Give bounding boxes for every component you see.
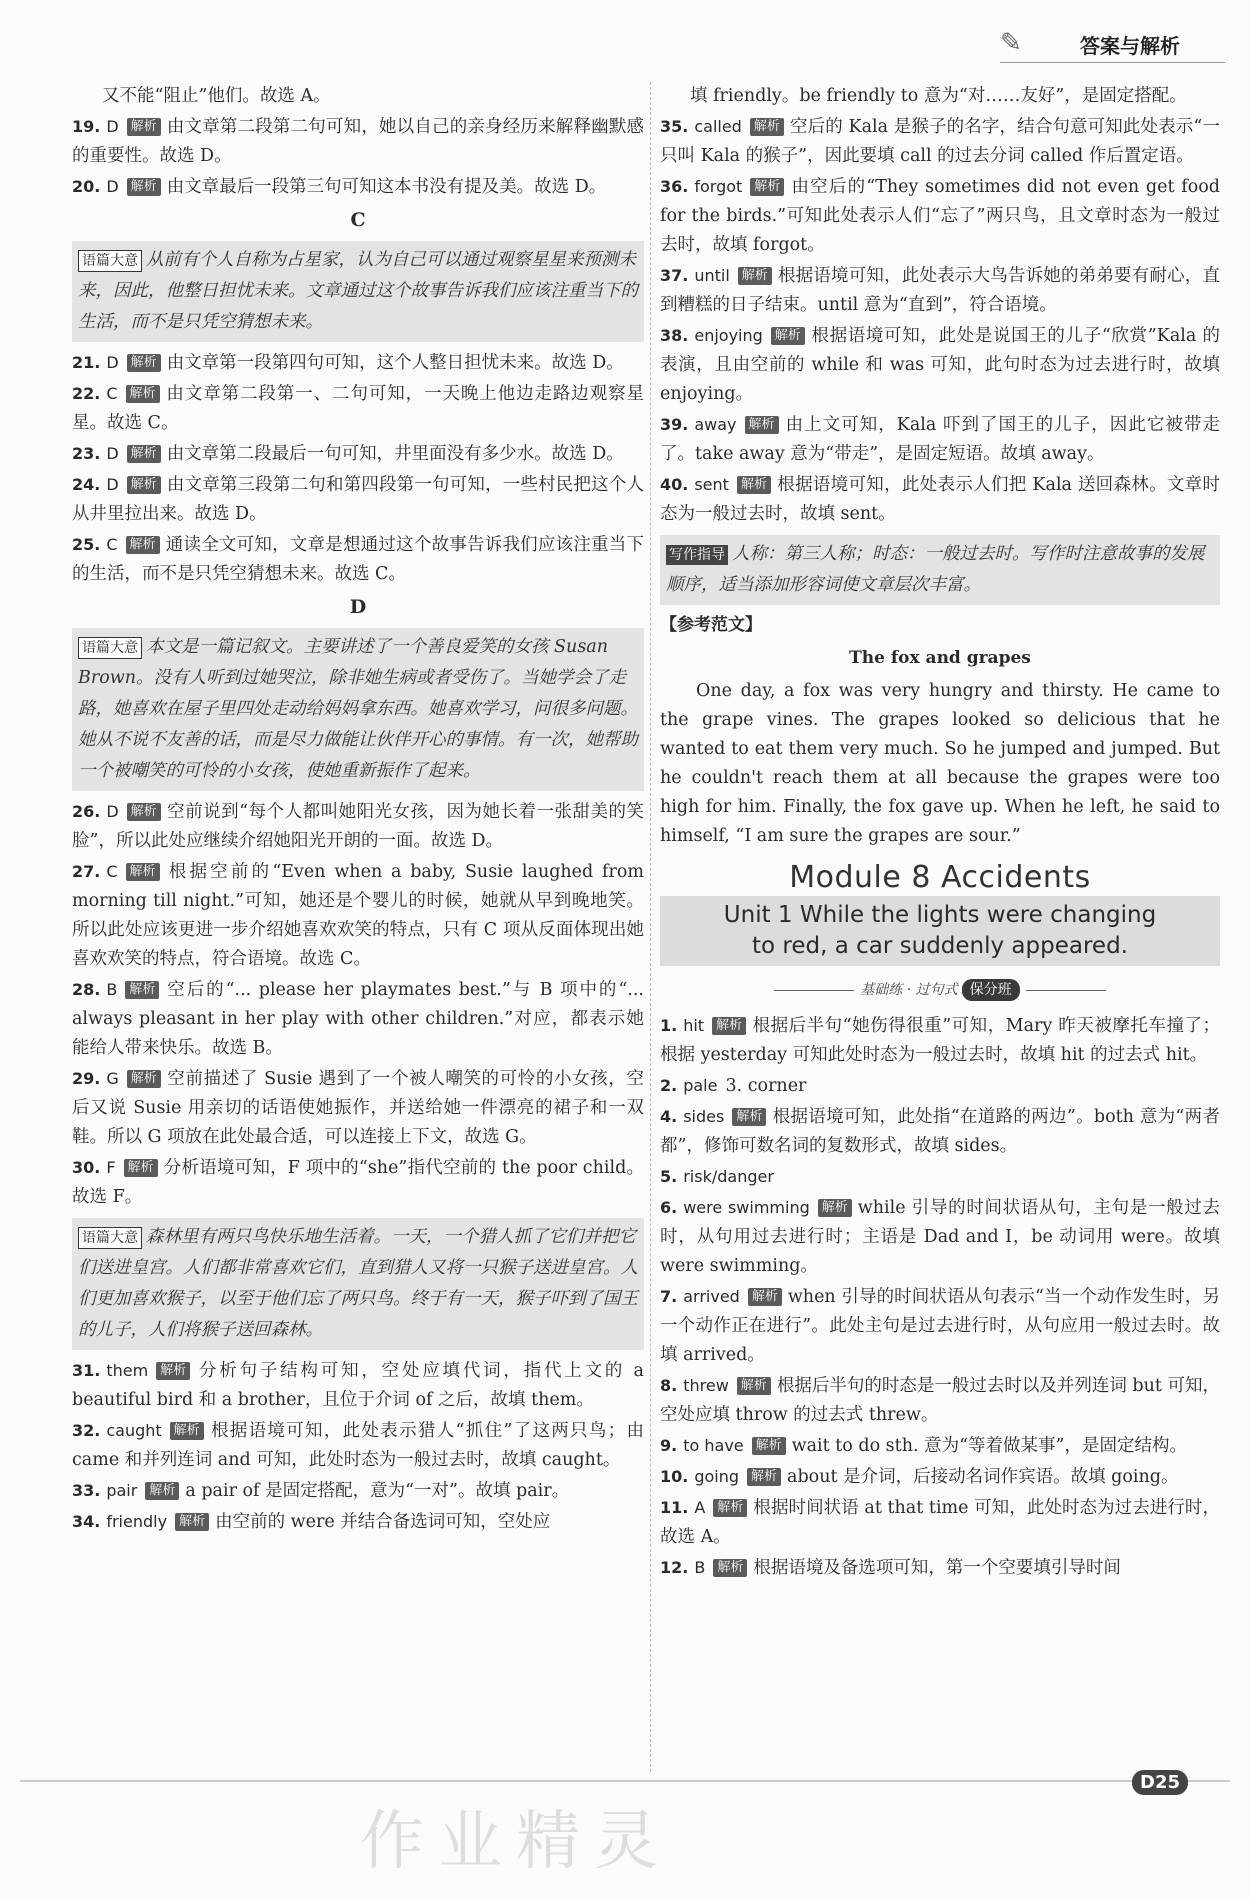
question-number: 32. xyxy=(72,1421,101,1440)
answer-value: D xyxy=(106,444,119,463)
answer-value: B xyxy=(694,1558,706,1577)
footer-divider xyxy=(20,1780,1230,1782)
page-number: D25 xyxy=(1132,1770,1188,1795)
answer-explanation: 根据语境可知，此处是说国王的儿子“欣赏”Kala 的表演，且由空前的 while 和 was 可知，此句时态为过去进行时，故填 enjoying。 xyxy=(660,326,1220,404)
analysis-tag: 解析 xyxy=(127,476,161,494)
answer-explanation: 由文章第二段第二句可知，她以自己的亲身经历来解释幽默感的重要性。故选 D。 xyxy=(72,117,644,166)
question-number: 37. xyxy=(660,266,689,285)
summary-e-text: 森林里有两只鸟快乐地生活着。一天，一个猎人抓了它们并把它们送进皇宫。人们都非常喜欢它们，直到猎人又将一只猴子送进皇宫。人们更加喜欢猴子，以至于他们忘了两只鸟。终于有一天，猴子吓到了国王的儿子，人们将猴子送回森林。 xyxy=(78,1227,638,1340)
question-number: 20. xyxy=(72,177,101,196)
answer-item xyxy=(72,1356,644,1415)
intro-text: 又不能“阻止”他们。故选 A。 xyxy=(102,86,331,106)
answer-value: friendly xyxy=(106,1512,168,1531)
section-c-heading: C xyxy=(350,209,366,231)
analysis-tag: 解析 xyxy=(737,476,771,494)
analysis-tag: 解析 xyxy=(750,118,784,136)
analysis-tag: 解析 xyxy=(737,1377,771,1395)
answer-item xyxy=(72,172,644,202)
answer-explanation: 根据时间状语 at that time 可知，此处时态为过去进行时，故选 A。 xyxy=(660,1498,1220,1547)
answer-item xyxy=(72,1416,644,1475)
question-number: 25. xyxy=(72,535,101,554)
answer-item xyxy=(660,1011,1220,1070)
answer-value: F xyxy=(106,1158,116,1177)
answer-value: D xyxy=(106,117,119,136)
analysis-tag: 解析 xyxy=(752,1437,786,1455)
writing-guide-text: 人称：第三人称；时态：一般过去时。写作时注意故事的发展顺序，适当添加形容词使文章层次丰富。 xyxy=(666,544,1205,595)
answer-item xyxy=(660,1102,1220,1161)
answer-value: forgot xyxy=(694,177,743,196)
essay-title: The fox and grapes xyxy=(849,648,1031,668)
analysis-tag: 解析 xyxy=(170,1422,204,1440)
question-number: 7. xyxy=(660,1287,678,1306)
summary-label: 语篇大意 xyxy=(78,637,142,659)
analysis-tag: 解析 xyxy=(818,1199,852,1217)
answer-value: D xyxy=(106,177,119,196)
analysis-tag: 解析 xyxy=(126,536,160,554)
question-number: 40. xyxy=(660,475,689,494)
answer-item xyxy=(72,470,644,529)
question-number: 23. xyxy=(72,444,101,463)
analysis-tag: 解析 xyxy=(126,863,160,881)
answer-item xyxy=(660,261,1220,320)
answer-item xyxy=(72,379,644,438)
section-d-heading: D xyxy=(349,596,367,618)
answer-item xyxy=(72,975,644,1063)
question-number: 8. xyxy=(660,1376,678,1395)
answer-item xyxy=(660,1193,1220,1281)
answer-item xyxy=(72,1476,644,1506)
summary-e xyxy=(72,1218,644,1350)
answer-explanation: 空后的 Kala 是猴子的名字，结合句意可知此处表示“一只叫 Kala 的猴子”，因此要填 call 的过去分词 called 作后置定语。 xyxy=(660,117,1220,166)
answer-explanation: wait to do sth. 意为“等着做某事”，是固定结构。 xyxy=(791,1436,1187,1456)
question-number: 22. xyxy=(72,384,101,403)
question-number: 27. xyxy=(72,862,101,881)
answer-explanation: 由文章第二段最后一句可知，井里面没有多少水。故选 D。 xyxy=(166,444,624,464)
analysis-tag: 解析 xyxy=(127,178,161,196)
answer-item xyxy=(660,321,1220,409)
answer-item xyxy=(72,1507,644,1537)
continuation-text: 填 friendly。be friendly to 意为“对……友好”，是固定搭配。 xyxy=(690,86,1187,106)
practice-divider xyxy=(774,990,854,991)
answer-value: sent xyxy=(694,475,729,494)
question-number: 28. xyxy=(72,980,101,999)
summary-c xyxy=(72,241,644,342)
answer-item xyxy=(72,439,644,469)
question-number: 9. xyxy=(660,1436,678,1455)
answer-value: risk/danger xyxy=(683,1167,774,1186)
answer-explanation: 根据语境可知，此处指“在道路的两边”。both 意为“两者都”，修饰可数名词的复数形式，故填 sides。 xyxy=(660,1107,1220,1156)
question-number: 10. xyxy=(660,1467,689,1486)
answer-explanation: 根据后半句“她伤得很重”可知，Mary 昨天被摩托车撞了；根据 yesterday 可知此处时态为一般过去时，故填 hit 的过去式 hit。 xyxy=(660,1016,1220,1065)
practice-badge: 保分班 xyxy=(962,979,1020,1001)
question-number: 5. xyxy=(660,1167,678,1186)
analysis-tag: 解析 xyxy=(127,803,161,821)
answer-item xyxy=(72,348,644,378)
question-number: 19. xyxy=(72,117,101,136)
answer-item xyxy=(660,1282,1220,1370)
practice-bar xyxy=(660,976,1220,1005)
answer-list xyxy=(660,1011,1220,1583)
header-divider xyxy=(1000,62,1225,63)
answer-item xyxy=(660,1431,1220,1461)
answer-explanation: 分析句子结构可知，空处应填代词，指代上文的 a beautiful bird 和 a brother，且位于介词 of 之后，故填 them。 xyxy=(72,1361,644,1410)
answer-explanation: 分析语境可知，F 项中的“she”指代空前的 the poor child。故选 F。 xyxy=(72,1158,644,1207)
answer-value: C xyxy=(106,384,118,403)
question-number: 33. xyxy=(72,1481,101,1500)
summary-d xyxy=(72,628,644,791)
answer-list xyxy=(72,797,644,1212)
analysis-tag: 解析 xyxy=(738,267,772,285)
analysis-tag: 解析 xyxy=(771,327,805,345)
section-title: 答案与解析 xyxy=(1080,34,1180,58)
answer-value: going xyxy=(694,1467,740,1486)
answer-explanation: when 引导的时间状语从句表示“当一个动作发生时，另一个动作正在进行”。此处主句是过去进行时，从句应用一般过去时。故填 arrived。 xyxy=(660,1287,1220,1365)
unit-title-line1: Unit 1 While the lights were changing xyxy=(723,902,1157,928)
writing-guide-label: 写作指导 xyxy=(666,545,728,565)
answer-explanation: 空前描述了 Susie 遇到了一个被人嘲笑的可怜的小女孩，空后又说 Susie 用亲切的话语使她振作，并送给她一件漂亮的裙子和一双鞋。所以 G 项放在此处最合适，可以连接上下文，故选 G。 xyxy=(72,1069,644,1147)
answer-item xyxy=(72,112,644,171)
answer-explanation: 3. corner xyxy=(725,1076,807,1096)
question-number: 2. xyxy=(660,1076,678,1095)
answer-explanation: 空后的“... please her playmates best.”与 B 项中的“... always pleasant in her play with other children.”对应，都表示她能给人带来快乐。故选 B。 xyxy=(72,980,644,1058)
module-title: Module 8 Accidents xyxy=(789,860,1091,895)
answer-value: D xyxy=(106,475,119,494)
answer-value: A xyxy=(694,1498,706,1517)
analysis-tag: 解析 xyxy=(125,981,159,999)
analysis-tag: 解析 xyxy=(750,178,784,196)
analysis-tag: 解析 xyxy=(713,1499,747,1517)
answer-explanation: 根据空前的“Even when a baby, Susie laughed from morning till night.”可知，她还是个婴儿的时候，她就从早到晚地笑。所以此处应该更进一步介绍她喜欢欢笑的特点，只有 C 项从反面体现出她喜欢欢笑的特点，符合语境。故选 C。 xyxy=(72,862,644,969)
answer-explanation: 由空后的“They sometimes did not even get food for the birds.”可知此处表示人们“忘了”两只鸟，且文章时态为一般过去时，故填 forgot。 xyxy=(660,177,1220,255)
answer-explanation: 由文章最后一段第三句可知这本书没有提及美。故选 D。 xyxy=(166,177,607,197)
answer-item xyxy=(660,1371,1220,1430)
answer-value: arrived xyxy=(683,1287,740,1306)
summary-label: 语篇大意 xyxy=(78,250,142,272)
analysis-tag: 解析 xyxy=(145,1482,179,1500)
answer-value: away xyxy=(694,415,737,434)
answer-explanation: 根据语境可知，此处表示猎人“抓住”了这两只鸟；由 came 和并列连词 and 可知，此处时态为一般过去时，故填 caught。 xyxy=(72,1421,644,1470)
watermark: 作业精灵 xyxy=(360,1805,672,1879)
answer-explanation: 通读全文可知，文章是想通过这个故事告诉我们应该注重当下的生活，而不是只凭空猜想未来。故选 C。 xyxy=(72,535,644,584)
answer-item xyxy=(660,1162,1220,1192)
analysis-tag: 解析 xyxy=(745,416,779,434)
analysis-tag: 解析 xyxy=(124,1159,158,1177)
question-number: 11. xyxy=(660,1498,689,1517)
answer-list xyxy=(72,112,644,202)
answer-value: to have xyxy=(683,1436,744,1455)
summary-d-text: 本文是一篇记叙文。主要讲述了一个善良爱笑的女孩 Susan Brown。没有人听到过她哭泣，除非她生病或者受伤了。当她学会了走路，她喜欢在屋子里四处走动给妈妈拿东西。她喜欢学习，问很多问题。她从不说不友善的话，而是尽力做能让伙伴开心的事情。有一次，她帮助一个被嘲笑的可怜的小女孩，使她重新振作了起来。 xyxy=(78,637,638,781)
question-number: 36. xyxy=(660,177,689,196)
left-column xyxy=(72,82,644,1538)
answer-explanation: 根据语境及备选项可知，第一个空要填引导时间 xyxy=(753,1558,1121,1578)
question-number: 34. xyxy=(72,1512,101,1531)
question-number: 30. xyxy=(72,1158,101,1177)
analysis-tag: 解析 xyxy=(156,1362,190,1380)
header-decoration-icon: ✎ xyxy=(1000,28,1022,58)
answer-list xyxy=(72,348,644,589)
answer-item xyxy=(72,1064,644,1152)
question-number: 38. xyxy=(660,326,689,345)
answer-value: G xyxy=(106,1069,119,1088)
analysis-tag: 解析 xyxy=(127,118,161,136)
analysis-tag: 解析 xyxy=(732,1108,766,1126)
question-number: 29. xyxy=(72,1069,101,1088)
question-number: 12. xyxy=(660,1558,689,1577)
question-number: 4. xyxy=(660,1107,678,1126)
answer-value: B xyxy=(106,980,118,999)
answer-explanation: 由空前的 were 并结合备选词可知，空处应 xyxy=(215,1512,551,1532)
answer-item xyxy=(72,857,644,974)
unit-title-line2: to red, a car suddenly appeared. xyxy=(752,933,1128,959)
question-number: 6. xyxy=(660,1198,678,1217)
answer-value: caught xyxy=(106,1421,162,1440)
answer-list xyxy=(72,1356,644,1537)
answer-value: pale xyxy=(683,1076,718,1095)
essay-body xyxy=(660,677,1220,851)
analysis-tag: 解析 xyxy=(713,1559,747,1577)
answer-item xyxy=(660,1071,1220,1101)
answer-item xyxy=(660,1493,1220,1552)
answer-value: pair xyxy=(106,1481,138,1500)
answer-explanation: while 引导的时间状语从句，主句是一般过去时，从句用过去进行时；主语是 Dad and I，be 动词用 were。故填 were swimming。 xyxy=(660,1198,1220,1276)
essay-text: One day, a fox was very hungry and thirsty. He came to the grape vines. The grapes looked so delicious that he wanted to eat them very much. So he jumped and jumped. But he couldn't reach them at all because the grapes were too high for him. Finally, the fox gave up. When he left, he said to himself, “I am sure the grapes are sour.” xyxy=(660,681,1220,846)
unit-title xyxy=(660,896,1220,966)
answer-value: them xyxy=(106,1361,149,1380)
answer-item xyxy=(660,410,1220,469)
answer-item xyxy=(660,1553,1220,1583)
answer-item xyxy=(72,530,644,589)
answer-item xyxy=(660,1462,1220,1492)
answer-value: C xyxy=(106,535,118,554)
answer-value: were swimming xyxy=(683,1198,810,1217)
answer-explanation: 由文章第三段第二句和第四段第一句可知，一些村民把这个人从井里拉出来。故选 D。 xyxy=(72,475,644,524)
answer-value: hit xyxy=(683,1016,705,1035)
analysis-tag: 解析 xyxy=(126,385,160,403)
answer-explanation: 根据后半句的时态是一般过去时以及并列连词 but 可知，空处应填 throw 的过去式 threw。 xyxy=(660,1376,1220,1425)
analysis-tag: 解析 xyxy=(747,1468,781,1486)
answer-value: C xyxy=(106,862,118,881)
answer-value: called xyxy=(694,117,742,136)
answer-item xyxy=(72,797,644,856)
answer-item xyxy=(660,112,1220,171)
answer-item xyxy=(660,470,1220,529)
answer-value: D xyxy=(106,353,119,372)
analysis-tag: 解析 xyxy=(748,1288,782,1306)
answer-item xyxy=(660,172,1220,260)
question-number: 24. xyxy=(72,475,101,494)
answer-value: sides xyxy=(683,1107,725,1126)
analysis-tag: 解析 xyxy=(127,354,161,372)
answer-value: until xyxy=(694,266,730,285)
question-number: 35. xyxy=(660,117,689,136)
analysis-tag: 解析 xyxy=(712,1017,746,1035)
analysis-tag: 解析 xyxy=(127,445,161,463)
answer-explanation: 空前说到“每个人都叫她阳光女孩，因为她长着一张甜美的笑脸”，所以此处应继续介绍她阳光开朗的一面。故选 D。 xyxy=(72,802,644,851)
writing-guide xyxy=(660,535,1220,605)
sample-essay-heading: 【参考范文】 xyxy=(660,615,762,635)
summary-label: 语篇大意 xyxy=(78,1227,142,1249)
question-number: 31. xyxy=(72,1361,101,1380)
answer-value: threw xyxy=(683,1376,729,1395)
answer-explanation: 由上文可知，Kala 吓到了国王的儿子，因此它被带走了。take away 意为“带走”，是固定短语。故填 away。 xyxy=(660,415,1220,464)
practice-divider xyxy=(1026,990,1106,991)
analysis-tag: 解析 xyxy=(127,1070,161,1088)
question-number: 21. xyxy=(72,353,101,372)
answer-explanation: 由文章第一段第四句可知，这个人整日担忧未来。故选 D。 xyxy=(166,353,624,373)
summary-c-text: 从前有个人自称为占星家，认为自己可以通过观察星星来预测未来，因此，他整日担忧未来。文章通过这个故事告诉我们应该注重当下的生活，而不是只凭空猜想未来。 xyxy=(78,250,638,332)
answer-value: enjoying xyxy=(694,326,763,345)
column-divider xyxy=(650,82,651,1772)
answer-item xyxy=(72,1153,644,1212)
question-number: 39. xyxy=(660,415,689,434)
answer-explanation: 由文章第二段第一、二句可知，一天晚上他边走路边观察星星。故选 C。 xyxy=(72,384,644,433)
answer-value: D xyxy=(106,802,119,821)
right-column xyxy=(660,82,1220,1584)
answer-list xyxy=(660,112,1220,529)
answer-explanation: 根据语境可知，此处表示人们把 Kala 送回森林。文章时态为一般过去时，故填 sent。 xyxy=(660,475,1220,524)
question-number: 26. xyxy=(72,802,101,821)
answer-explanation: a pair of 是固定搭配，意为“一对”。故填 pair。 xyxy=(185,1481,570,1501)
practice-label: 基础练 · 过句式 xyxy=(860,982,958,998)
answer-explanation: 根据语境可知，此处表示大鸟告诉她的弟弟要有耐心，直到糟糕的日子结束。until 意为“直到”，符合语境。 xyxy=(660,266,1220,315)
answer-explanation: about 是介词，后接动名词作宾语。故填 going。 xyxy=(787,1467,1179,1487)
analysis-tag: 解析 xyxy=(175,1513,209,1531)
question-number: 1. xyxy=(660,1016,678,1035)
